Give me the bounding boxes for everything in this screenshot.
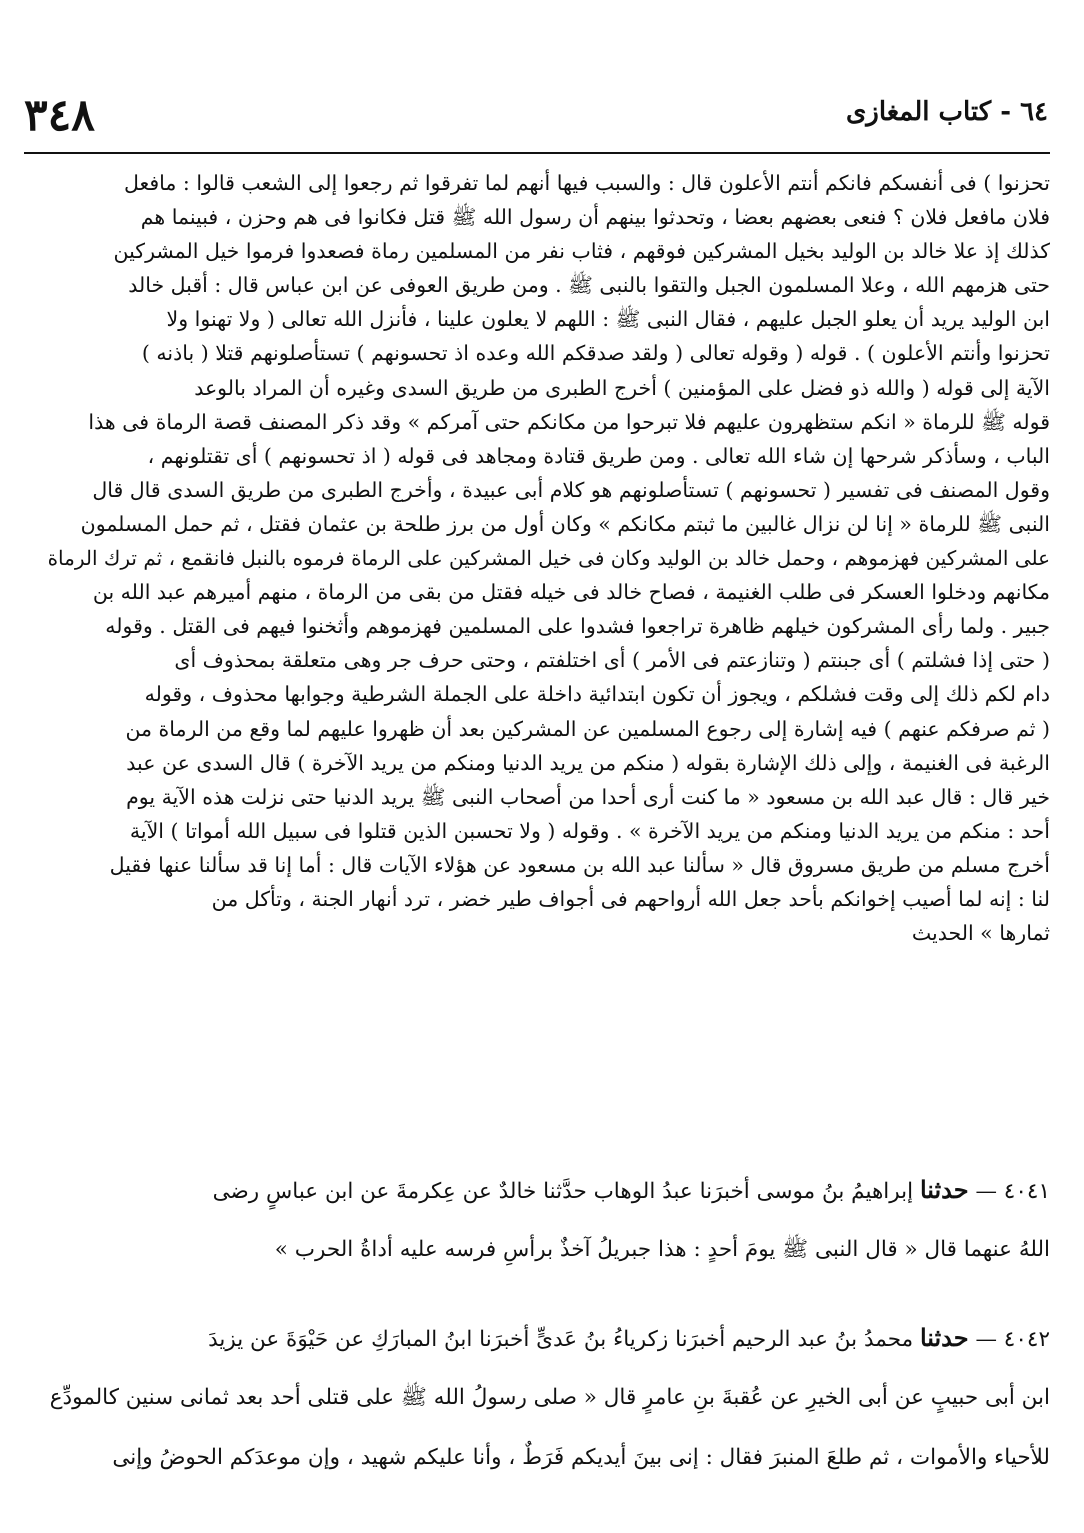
text-line: ( ثم صرفكم عنهم ) فيه إشارة إلى رجوع المسلمين عن المشركين بعد أن ظهروا عليهم لما وقع من الرماة من: [125, 716, 1050, 741]
hadith-number: ٤٠٤١: [1003, 1179, 1050, 1204]
text-line: حتى هزمهم الله ، وعلا المسلمون الجبل والتقوا بالنبى ﷺ . ومن طريق العوفى عن ابن عباس قال : أقبل خالد: [128, 273, 1050, 298]
text-line: وقول المصنف فى تفسير ( تحسونهم ) تستأصلونهم هو كلام أبى عبيدة ، وأخرج الطبرى من طريق السدى قال قال: [92, 477, 1050, 502]
hadith-text: إبراهيمُ بنُ موسى أخبرَنا عبدُ الوهاب حدَّثنا خالدٌ عن عِكرمةَ عن ابن عباسٍ رضى: [212, 1179, 914, 1204]
text-line: قوله ﷺ للرماة « انكم ستظهرون عليهم فلا تبرحوا من مكانكم حتى آمركم » وقد ذكر المصنف قصة الرماة فى هذا: [88, 409, 1050, 434]
commentary-text: [26, 166, 1050, 950]
hadith-line: [26, 1160, 1050, 1220]
hadith-line: ابن أبى حبيبٍ عن أبى الخيرِ عن عُقبةَ بنِ عامرٍ قال « صلى رسولُ الله ﷺ على قتلى أحد بعد ثمانى سنين كالمودِّع: [49, 1385, 1050, 1410]
dash: —: [968, 1327, 997, 1352]
text-line: تحزنوا ) فى أنفسكم فانكم أنتم الأعلون قال : والسبب فيها أنهم لما تفرقوا ثم رجعوا إلى الشعب قالوا : مافعل: [123, 171, 1050, 195]
text-line: لنا : إنه لما أصيب إخوانكم بأحد جعل الله أرواحهم فى أجواف طير خضر ، ترد أنهار الجنة ، وتأكل من: [211, 886, 1050, 911]
text-line: تحزنوا وأنتم الأعلون ) . قوله ( وقوله تعالى ( ولقد صدقكم الله وعده اذ تحسونهم ) تستأصلونهم قتلا ( باذنه ): [141, 341, 1050, 366]
text-line: دام لكم ذلك إلى وقت فشلكم ، ويجوز أن تكون ابتدائية داخلة على الجملة الشرطية وجوابها محذوف ، وقوله: [144, 682, 1050, 707]
text-line: أخرج مسلم من طريق مسروق قال « سألنا عبد الله بن مسعود عن هؤلاء الآيات قال : أما إنا قد سألنا عنها فقيل: [109, 852, 1050, 877]
page-header: [24, 86, 1048, 158]
header-rule: [24, 152, 1050, 154]
text-line: أحد : منكم من يريد الدنيا ومنكم من يريد الآخرة » . وقوله ( ولا تحسبن الذين قتلوا فى سبيل الله أمواتا ) الآية: [129, 818, 1050, 843]
text-line: الباب ، وسأذكر شرحها إن شاء الله تعالى . ومن طريق قتادة ومجاهد فى قوله ( اذ تحسونهم ) أى تقتلونهم ،: [147, 443, 1050, 468]
hadith-line: للأحياء والأموات ، ثم طلعَ المنبرَ فقال : إنى بينَ أيديكم فَرَطٌ ، وأنا عليكم شهيد ، وإن موعدَكم الحوضُ وإنى: [112, 1445, 1050, 1470]
text-line: ابن الوليد يريد أن يعلو الجبل عليهم ، فقال النبى ﷺ : اللهم لا يعلون علينا ، فأنزل الله تعالى ( ولا تهنوا ولا: [166, 307, 1050, 332]
text-line: فلان مافعل فلان ؟ فنعى بعضهم بعضا ، وتحدثوا بينهم أن رسول الله ﷺ قتل فكانوا فى هم وحزن ، فبينما هم: [140, 205, 1050, 230]
text-line: كذلك إذ علا خالد بن الوليد بخيل المشركين فوقهم ، فثاب نفر من المسلمين رماة فصعدوا فرموا خيل المشركين: [113, 239, 1050, 264]
hadith-text: محمدُ بنُ عبد الرحيم أخبرَنا زكرياءُ بنُ عَدىٍّ أخبرَنا ابنُ المبارَكِ عن حَيْوَةَ عن يزيدَ: [208, 1327, 914, 1352]
hadith-line: [26, 1308, 1050, 1368]
text-line: خير قال : قال عبد الله بن مسعود « ما كنت أرى أحدا من أصحاب النبى ﷺ يريد الدنيا حتى نزلت هذه الآية يوم: [126, 784, 1050, 809]
text-line: جبير . ولما رأى المشركون خيلهم ظاهرة تراجعوا فشدوا على المسلمين فهزموهم وأثخنوا فيهم فى القتل . وقوله: [105, 614, 1050, 639]
text-line: مكانهم ودخلوا العسكر فى طلب الغنيمة ، فصاح خالد فى خيله فقتل من بقى من الرماة ، منهم أميرهم عبد الله بن: [92, 580, 1050, 605]
text-line: النبى ﷺ للرماة « إنا لن نزال غالبين ما ثبتم مكانكم » وكان أول من برز طلحة بن عثمان فقتل ، ثم حمل المسلمون: [80, 511, 1050, 536]
dash: —: [968, 1179, 997, 1204]
hadith-label: حدثنا: [919, 1175, 969, 1204]
text-line: ( حتى إذا فشلتم ) أى جبنتم ( وتنازعتم فى الأمر ) أى اختلفتم ، وحتى حرف جر وهى متعلقة بمحذوف أى: [174, 648, 1050, 673]
page-number: ٣٤٨: [24, 90, 95, 141]
hadith-line: اللهُ عنهما قال « قال النبى ﷺ يومَ أحدٍ : هذا جبريلُ آخذٌ برأسِ فرسه عليه أداةُ الحرب »: [274, 1237, 1050, 1262]
text-line: الرغبة فى الغنيمة ، وإلى ذلك الإشارة بقوله ( منكم من يريد الدنيا ومنكم من يريد الآخرة ) قال السدى عن عبد: [126, 750, 1050, 775]
text-line: الآية إلى قوله ( والله ذو فضل على المؤمنين ) أخرج الطبرى من طريق السدى وغيره أن المراد بالوعد: [194, 375, 1050, 400]
running-title: ٦٤ - كتاب المغازى: [845, 97, 1048, 127]
hadith-4041: [26, 1160, 1050, 1280]
hadith-4042: [26, 1308, 1050, 1488]
hadith-number: ٤٠٤٢: [1003, 1327, 1050, 1352]
text-line: ثمارها » الحديث: [911, 921, 1050, 946]
hadith-label: حدثنا: [919, 1323, 969, 1352]
text-line: على المشركين فهزموهم ، وحمل خالد بن الوليد وكان فى خيل المشركين على الرماة فرموه بالنبل فانقمع ، ثم ترك الرماة: [47, 546, 1050, 571]
